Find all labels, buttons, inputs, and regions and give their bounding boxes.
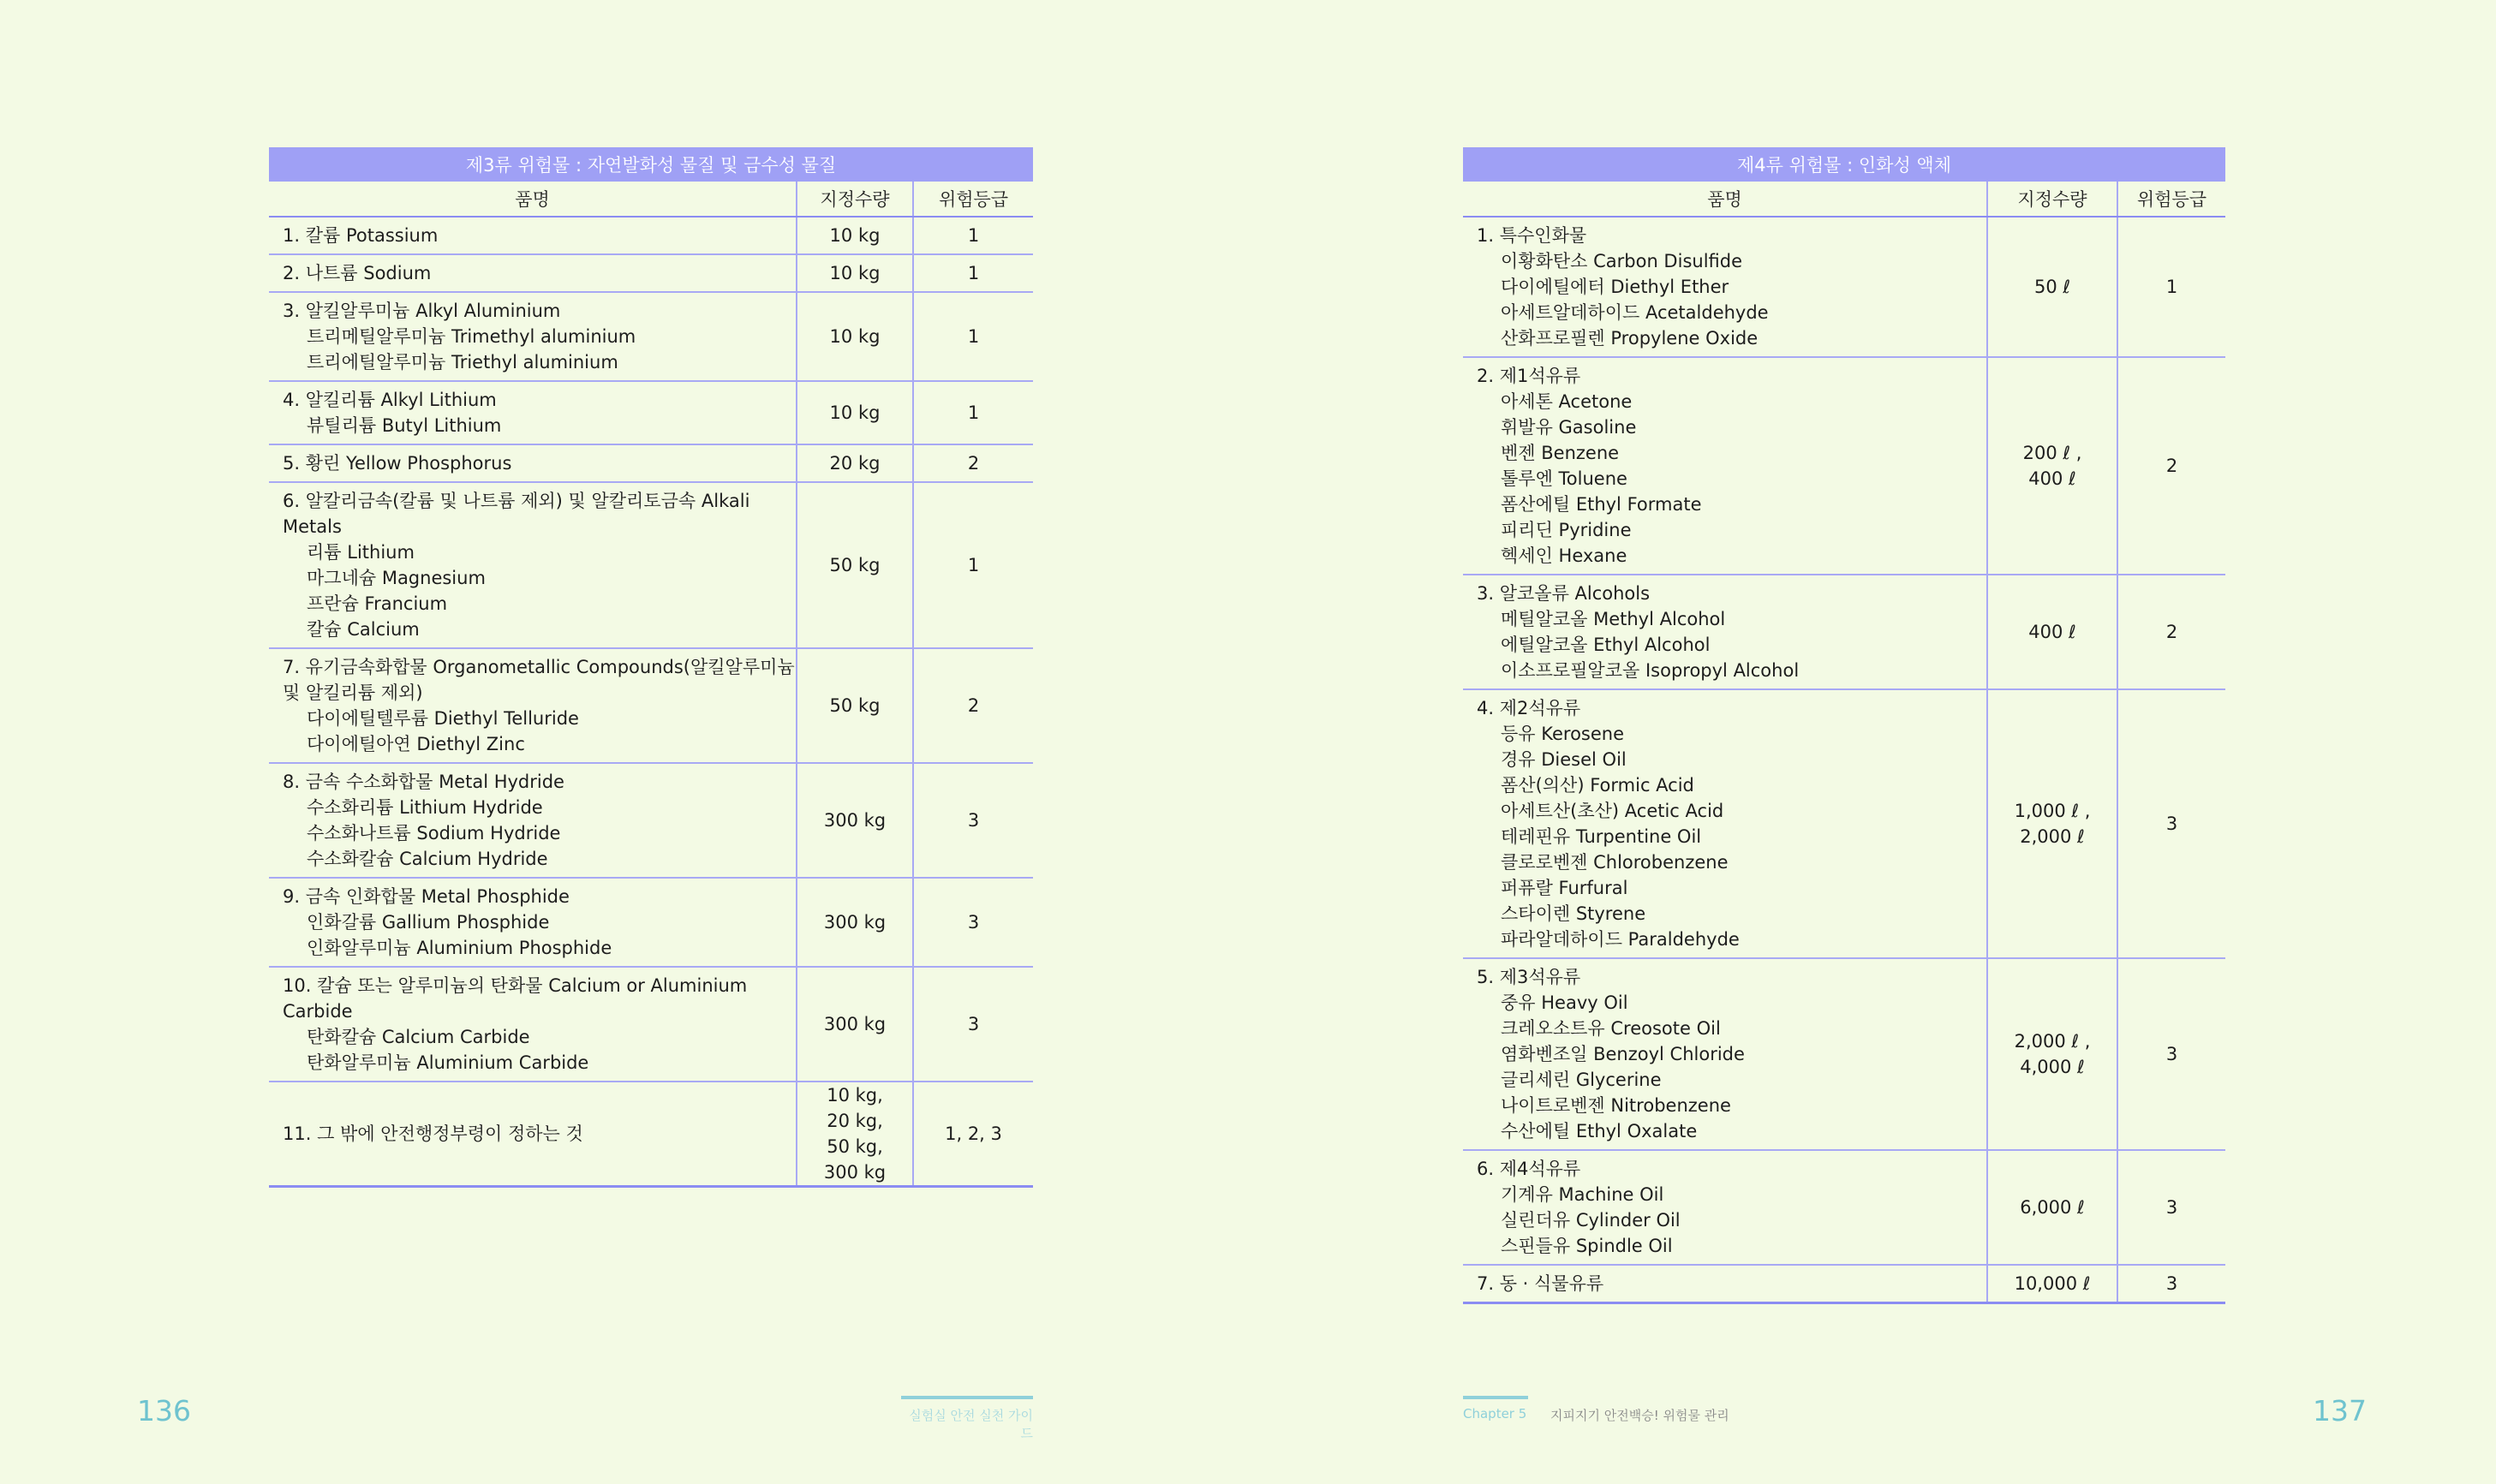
quantity-value: 300 kg bbox=[823, 912, 887, 933]
cell-quantity bbox=[797, 878, 913, 967]
header-name: 품명 bbox=[269, 182, 797, 217]
table-row bbox=[269, 381, 1033, 444]
quantity-value: 50 kg, bbox=[827, 1136, 883, 1157]
item-sub-label: 다이에틸에터 Diethyl Ether bbox=[1501, 277, 1729, 297]
quantity-value: 10 kg bbox=[829, 326, 881, 347]
cell-hazard-grade: 1, 2, 3 bbox=[913, 1082, 1033, 1187]
cell-hazard-grade: 3 bbox=[2117, 689, 2225, 958]
hazard-class3-table bbox=[269, 147, 1033, 1188]
cell-hazard-grade: 2 bbox=[913, 648, 1033, 763]
page-number-right: 137 bbox=[2313, 1394, 2367, 1427]
cell-quantity bbox=[1987, 1265, 2117, 1303]
item-sub-label: 기계유 Machine Oil bbox=[1501, 1184, 1664, 1205]
quantity-value: 300 kg bbox=[823, 1162, 887, 1183]
table-row bbox=[269, 292, 1033, 381]
cell-quantity bbox=[797, 217, 913, 254]
cell-item-name bbox=[1463, 1265, 1987, 1303]
cell-quantity bbox=[1987, 217, 2117, 357]
cell-quantity bbox=[797, 763, 913, 878]
quantity-value: 50 kg bbox=[829, 555, 881, 575]
quantity-value: 10 kg, bbox=[827, 1085, 883, 1106]
item-sub-label: 트리메틸알루미늄 Trimethyl aluminium bbox=[307, 326, 636, 347]
left-table-wrap bbox=[269, 147, 1033, 1188]
cell-quantity bbox=[797, 444, 913, 482]
item-sub-label: 글리세린 Glycerine bbox=[1501, 1070, 1662, 1090]
table-row bbox=[269, 444, 1033, 482]
item-sub-label: 아세트산(초산) Acetic Acid bbox=[1501, 801, 1724, 821]
item-main-label: 8. 금속 수소화합물 Metal Hydride bbox=[283, 772, 564, 792]
item-main-label: 1. 특수인화물 bbox=[1477, 225, 1587, 246]
item-sub-label: 벤젠 Benzene bbox=[1501, 443, 1620, 463]
cell-quantity bbox=[797, 967, 913, 1082]
cell-hazard-grade: 1 bbox=[913, 381, 1033, 444]
item-sub-label: 리튬 Lithium bbox=[307, 542, 415, 563]
item-sub-label: 뷰틸리튬 Butyl Lithium bbox=[307, 415, 502, 436]
item-sub-label: 수소화리튬 Lithium Hydride bbox=[307, 797, 543, 818]
item-main-label: 6. 알칼리금속(칼륨 및 나트륨 제외) 및 알칼리토금속 Alkali Metals bbox=[283, 491, 750, 537]
footer-book-title: 실험실 안전 실천 가이드 bbox=[909, 1408, 1033, 1441]
item-sub-label: 다이에틸아연 Diethyl Zinc bbox=[307, 734, 525, 754]
table-row bbox=[269, 763, 1033, 878]
quantity-value: 2,000 ℓ bbox=[2020, 826, 2085, 847]
table-title: 제3류 위험물 : 자연발화성 물질 및 금수성 물질 bbox=[269, 147, 1033, 182]
quantity-value: 400 ℓ bbox=[2028, 622, 2076, 642]
table-row bbox=[269, 217, 1033, 254]
cell-item-name bbox=[269, 217, 797, 254]
item-main-label: 5. 제3석유류 bbox=[1477, 967, 1581, 987]
cell-item-name bbox=[269, 1082, 797, 1187]
cell-item-name bbox=[269, 292, 797, 381]
table-row bbox=[1463, 217, 2225, 357]
item-sub-label: 수소화칼슘 Calcium Hydride bbox=[307, 849, 548, 869]
cell-item-name bbox=[1463, 357, 1987, 575]
item-sub-label: 크레오소트유 Creosote Oil bbox=[1501, 1018, 1721, 1039]
table-row bbox=[269, 254, 1033, 292]
page-number-left: 136 bbox=[137, 1394, 191, 1427]
quantity-value: 4,000 ℓ bbox=[2020, 1057, 2085, 1077]
cell-quantity bbox=[1987, 1150, 2117, 1265]
cell-item-name bbox=[269, 444, 797, 482]
item-sub-label: 피리딘 Pyridine bbox=[1501, 520, 1632, 540]
cell-hazard-grade: 1 bbox=[913, 292, 1033, 381]
item-main-label: 6. 제4석유류 bbox=[1477, 1159, 1581, 1179]
table-title: 제4류 위험물 : 인화성 액체 bbox=[1463, 147, 2225, 182]
right-table-wrap bbox=[1463, 147, 2225, 1304]
item-sub-label: 아세톤 Acetone bbox=[1501, 391, 1633, 412]
table-row bbox=[269, 648, 1033, 763]
table-row bbox=[1463, 357, 2225, 575]
cell-quantity bbox=[797, 648, 913, 763]
cell-item-name bbox=[1463, 958, 1987, 1150]
hazard-class4-table bbox=[1463, 147, 2225, 1304]
cell-quantity bbox=[797, 292, 913, 381]
header-qty: 지정수량 bbox=[1987, 182, 2117, 217]
item-main-label: 11. 그 밖에 안전행정부령이 정하는 것 bbox=[283, 1123, 583, 1144]
item-sub-label: 수산에틸 Ethyl Oxalate bbox=[1501, 1121, 1698, 1141]
cell-hazard-grade: 3 bbox=[913, 878, 1033, 967]
item-sub-label: 중유 Heavy Oil bbox=[1501, 992, 1628, 1013]
header-qty: 지정수량 bbox=[797, 182, 913, 217]
item-sub-label: 염화벤조일 Benzoyl Chloride bbox=[1501, 1044, 1745, 1064]
cell-item-name bbox=[269, 254, 797, 292]
item-sub-label: 휘발유 Gasoline bbox=[1501, 417, 1637, 438]
quantity-value: 50 ℓ bbox=[2033, 277, 2071, 297]
cell-item-name bbox=[269, 648, 797, 763]
cell-hazard-grade: 3 bbox=[2117, 958, 2225, 1150]
item-sub-label: 프란슘 Francium bbox=[307, 593, 448, 614]
quantity-value: 10 kg bbox=[829, 402, 881, 423]
table-row bbox=[269, 967, 1033, 1082]
item-sub-label: 헥세인 Hexane bbox=[1501, 545, 1627, 566]
table-row bbox=[1463, 575, 2225, 689]
quantity-value: 200 ℓ , bbox=[2022, 443, 2082, 463]
item-main-label: 2. 제1석유류 bbox=[1477, 366, 1581, 386]
item-sub-label: 퍼퓨랄 Furfural bbox=[1501, 878, 1628, 898]
table-row bbox=[269, 1082, 1033, 1187]
item-sub-label: 클로로벤젠 Chlorobenzene bbox=[1501, 852, 1729, 873]
item-main-label: 1. 칼륨 Potassium bbox=[283, 225, 439, 246]
footer-chapter-title: 지피지기 안전백승! 위험물 관리 bbox=[1550, 1408, 1729, 1423]
item-main-label: 5. 황린 Yellow Phosphorus bbox=[283, 453, 512, 474]
item-sub-label: 경유 Diesel Oil bbox=[1501, 749, 1627, 770]
item-sub-label: 톨루엔 Toluene bbox=[1501, 468, 1627, 489]
item-main-label: 7. 유기금속화합물 Organometallic Compounds(알킬알루미늄 및 알킬리튬 제외) bbox=[283, 657, 795, 703]
item-sub-label: 수소화나트륨 Sodium Hydride bbox=[307, 823, 561, 843]
item-sub-label: 스타이렌 Styrene bbox=[1501, 903, 1646, 924]
quantity-value: 20 kg, bbox=[827, 1111, 883, 1131]
cell-item-name bbox=[1463, 689, 1987, 958]
quantity-value: 300 kg bbox=[823, 810, 887, 831]
item-sub-label: 칼슘 Calcium bbox=[307, 619, 420, 640]
item-main-label: 4. 제2석유류 bbox=[1477, 698, 1581, 718]
cell-item-name bbox=[269, 878, 797, 967]
cell-item-name bbox=[269, 482, 797, 648]
header-grade: 위험등급 bbox=[2117, 182, 2225, 217]
item-sub-label: 이소프로필알코올 Isopropyl Alcohol bbox=[1501, 660, 1800, 681]
item-sub-label: 트리에틸알루미늄 Triethyl aluminium bbox=[307, 352, 618, 372]
footer-chapter: Chapter 5 bbox=[1463, 1406, 1527, 1421]
quantity-value: 50 kg bbox=[829, 695, 881, 716]
table-body bbox=[269, 217, 1033, 1187]
item-sub-label: 이황화탄소 Carbon Disulfide bbox=[1501, 251, 1743, 271]
header-name: 품명 bbox=[1463, 182, 1987, 217]
item-sub-label: 에틸알코올 Ethyl Alcohol bbox=[1501, 635, 1711, 655]
table-row bbox=[1463, 689, 2225, 958]
item-main-label: 4. 알킬리튬 Alkyl Lithium bbox=[283, 390, 497, 410]
quantity-value: 10 kg bbox=[829, 225, 881, 246]
cell-hazard-grade: 3 bbox=[2117, 1265, 2225, 1303]
item-sub-label: 나이트로벤젠 Nitrobenzene bbox=[1501, 1095, 1731, 1116]
item-sub-label: 메틸알코올 Methyl Alcohol bbox=[1501, 609, 1726, 629]
cell-hazard-grade: 3 bbox=[913, 967, 1033, 1082]
item-sub-label: 탄화알루미늄 Aluminium Carbide bbox=[307, 1052, 589, 1073]
quantity-value: 300 kg bbox=[823, 1014, 887, 1034]
item-sub-label: 폼산(의산) Formic Acid bbox=[1501, 775, 1694, 796]
table-row bbox=[1463, 1265, 2225, 1303]
header-grade: 위험등급 bbox=[913, 182, 1033, 217]
quantity-value: 1,000 ℓ , bbox=[2014, 801, 2091, 821]
quantity-value: 2,000 ℓ , bbox=[2014, 1031, 2091, 1052]
cell-hazard-grade: 1 bbox=[913, 482, 1033, 648]
footer-rule-right bbox=[1463, 1396, 1528, 1399]
cell-item-name bbox=[269, 381, 797, 444]
item-sub-label: 아세트알데하이드 Acetaldehyde bbox=[1501, 302, 1769, 323]
item-main-label: 2. 나트륨 Sodium bbox=[283, 263, 432, 283]
item-sub-label: 실린더유 Cylinder Oil bbox=[1501, 1210, 1681, 1231]
cell-quantity bbox=[1987, 575, 2117, 689]
item-sub-label: 인화알루미늄 Aluminium Phosphide bbox=[307, 938, 612, 958]
cell-hazard-grade: 2 bbox=[2117, 357, 2225, 575]
item-sub-label: 스핀들유 Spindle Oil bbox=[1501, 1236, 1673, 1256]
table-row bbox=[269, 482, 1033, 648]
cell-quantity bbox=[797, 381, 913, 444]
quantity-value: 10,000 ℓ bbox=[2014, 1273, 2091, 1294]
cell-quantity bbox=[797, 1082, 913, 1187]
cell-hazard-grade: 2 bbox=[913, 444, 1033, 482]
item-sub-label: 산화프로필렌 Propylene Oxide bbox=[1501, 328, 1759, 349]
item-main-label: 10. 칼슘 또는 알루미늄의 탄화물 Calcium or Aluminium Carbide bbox=[283, 975, 748, 1022]
item-main-label: 3. 알킬알루미늄 Alkyl Aluminium bbox=[283, 301, 561, 321]
cell-quantity bbox=[1987, 958, 2117, 1150]
cell-item-name bbox=[269, 967, 797, 1082]
cell-hazard-grade: 2 bbox=[2117, 575, 2225, 689]
footer-rule-left bbox=[901, 1396, 1033, 1399]
cell-item-name bbox=[1463, 575, 1987, 689]
cell-hazard-grade: 1 bbox=[913, 217, 1033, 254]
item-sub-label: 마그네슘 Magnesium bbox=[307, 568, 486, 588]
table-row bbox=[1463, 1150, 2225, 1265]
cell-hazard-grade: 3 bbox=[2117, 1150, 2225, 1265]
cell-item-name bbox=[1463, 217, 1987, 357]
item-sub-label: 다이에틸텔루륨 Diethyl Telluride bbox=[307, 708, 579, 729]
cell-quantity bbox=[1987, 357, 2117, 575]
quantity-value: 10 kg bbox=[829, 263, 881, 283]
cell-quantity bbox=[797, 482, 913, 648]
item-sub-label: 인화갈륨 Gallium Phosphide bbox=[307, 912, 550, 933]
cell-hazard-grade: 1 bbox=[2117, 217, 2225, 357]
item-sub-label: 폼산에틸 Ethyl Formate bbox=[1501, 494, 1702, 515]
cell-quantity bbox=[797, 254, 913, 292]
item-sub-label: 테레핀유 Turpentine Oil bbox=[1501, 826, 1702, 847]
cell-item-name bbox=[269, 763, 797, 878]
item-sub-label: 등유 Kerosene bbox=[1501, 724, 1625, 744]
cell-hazard-grade: 3 bbox=[913, 763, 1033, 878]
item-sub-label: 파라알데하이드 Paraldehyde bbox=[1501, 929, 1740, 950]
item-main-label: 7. 동 · 식물유류 bbox=[1477, 1273, 1604, 1294]
item-main-label: 9. 금속 인화합물 Metal Phosphide bbox=[283, 886, 570, 907]
quantity-value: 400 ℓ bbox=[2028, 468, 2076, 489]
table-body bbox=[1463, 217, 2225, 1303]
table-row bbox=[1463, 958, 2225, 1150]
quantity-value: 6,000 ℓ bbox=[2020, 1197, 2085, 1218]
item-main-label: 3. 알코올류 Alcohols bbox=[1477, 583, 1651, 604]
cell-item-name bbox=[1463, 1150, 1987, 1265]
quantity-value: 20 kg bbox=[829, 453, 881, 474]
cell-hazard-grade: 1 bbox=[913, 254, 1033, 292]
table-row bbox=[269, 878, 1033, 967]
item-sub-label: 탄화칼슘 Calcium Carbide bbox=[307, 1027, 530, 1047]
cell-quantity bbox=[1987, 689, 2117, 958]
